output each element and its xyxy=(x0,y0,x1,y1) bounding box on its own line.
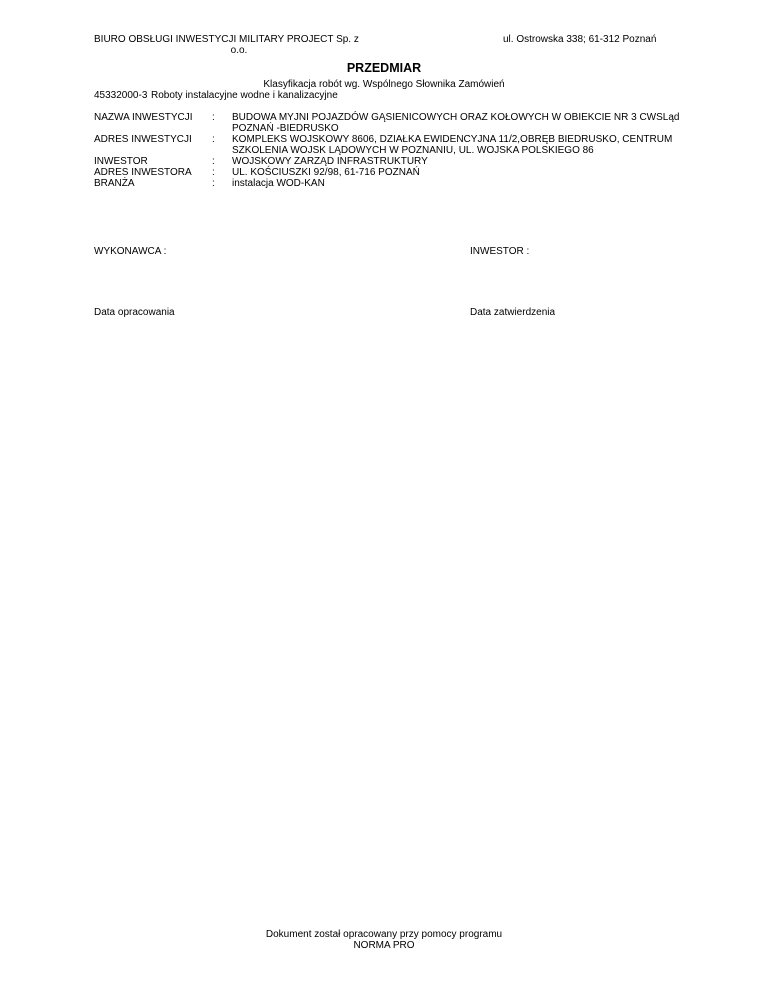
info-value-line: SZKOLENIA WOJSK LĄDOWYCH W POZNANIU, UL. WOJSKA POLSKIEGO 86 xyxy=(232,145,594,156)
approved-date-label: Data zatwierdzenia xyxy=(470,307,556,318)
classification-heading: Klasyfikacja robót wg. Wspólnego Słownika Zamówień xyxy=(263,79,505,90)
info-value-line: KOMPLEKS WOJSKOWY 8606, DZIAŁKA EWIDENCYJNA 11/2,OBRĘB BIEDRUSKO, CENTRUM xyxy=(232,134,673,145)
contractor-label: WYKONAWCA : xyxy=(94,246,167,257)
info-row-industry xyxy=(94,178,712,189)
info-row-investment-name xyxy=(94,112,712,134)
info-label: ADRES INWESTYCJI xyxy=(94,134,192,145)
info-value xyxy=(232,112,712,134)
info-row-investor-address xyxy=(94,167,712,178)
classification-row xyxy=(94,90,338,101)
info-value-line: UL. KOŚCIUSZKI 92/98, 61-716 POZNAŃ xyxy=(232,167,420,178)
info-value-line: POZNAŃ -BIEDRUSKO xyxy=(232,123,339,134)
info-value-line: BUDOWA MYJNI POJAZDÓW GĄSIENICOWYCH ORAZ KOŁOWYCH W OBIEKCIE NR 3 CWSLąd xyxy=(232,112,680,123)
info-row-investment-address xyxy=(94,134,712,156)
footer-line2: NORMA PRO xyxy=(353,940,415,951)
company-name-line1: BIURO OBSŁUGI INWESTYCJI MILITARY PROJECT Sp. z xyxy=(94,34,359,45)
info-label: ADRES INWESTORA xyxy=(94,167,192,178)
footer-line1: Dokument został opracowany przy pomocy programu xyxy=(265,929,503,940)
info-value xyxy=(232,134,712,156)
company-name-line2: o.o. xyxy=(230,45,248,56)
footer-note xyxy=(0,929,768,951)
info-colon: : xyxy=(212,134,215,145)
company-address: ul. Ostrowska 338; 61-312 Poznań xyxy=(503,34,657,45)
classification-description: Roboty instalacyjne wodne i kanalizacyjne xyxy=(151,90,338,101)
info-value-line: WOJSKOWY ZARZĄD INFRASTRUKTURY xyxy=(232,156,428,167)
info-label: NAZWA INWESTYCJI xyxy=(94,112,193,123)
info-colon: : xyxy=(212,178,215,189)
info-value xyxy=(232,156,712,167)
info-label: BRANŻA xyxy=(94,178,135,189)
classification-code: 45332000-3 xyxy=(94,90,148,101)
info-label: INWESTOR xyxy=(94,156,148,167)
info-colon: : xyxy=(212,112,215,123)
info-value-line: instalacja WOD-KAN xyxy=(232,178,325,189)
investor-label: INWESTOR : xyxy=(470,246,530,257)
info-colon: : xyxy=(212,167,215,178)
investment-info xyxy=(94,112,712,189)
prepared-date-label: Data opracowania xyxy=(94,307,175,318)
info-row-investor xyxy=(94,156,712,167)
document-title: PRZEDMIAR xyxy=(346,61,422,75)
info-value xyxy=(232,178,712,189)
info-colon: : xyxy=(212,156,215,167)
info-value xyxy=(232,167,712,178)
company-name xyxy=(94,34,384,56)
